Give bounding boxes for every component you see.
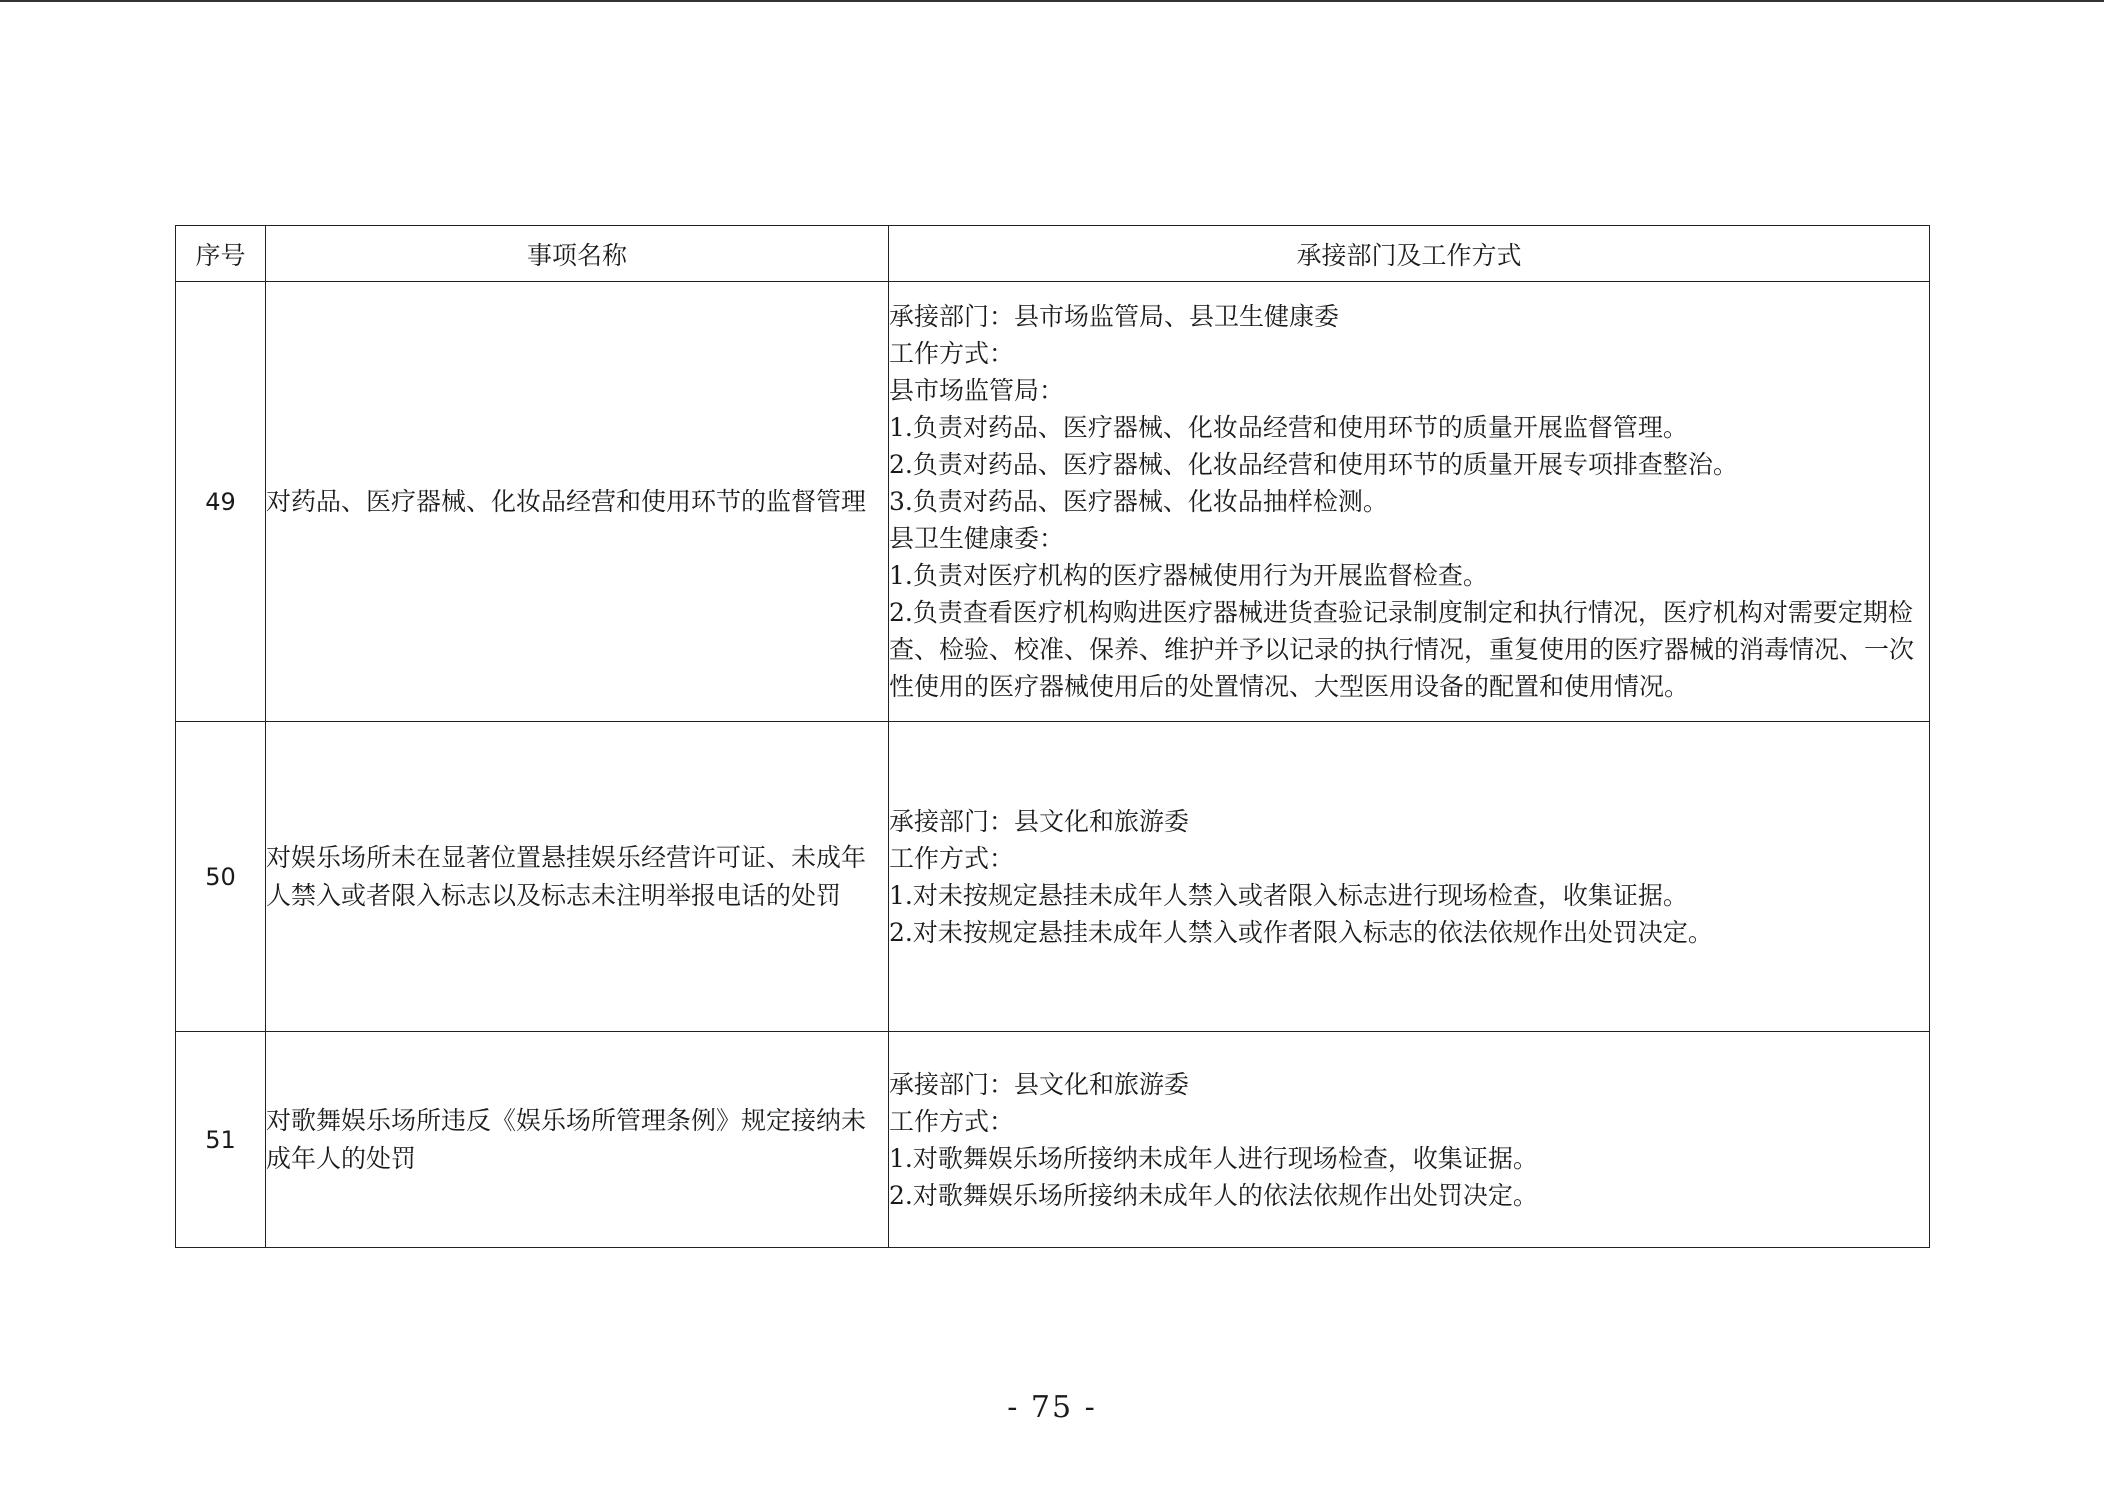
header-dept-and-method: 承接部门及工作方式 <box>889 226 1930 282</box>
row-dept-and-method <box>889 282 1930 722</box>
dept-line: 工作方式： <box>889 843 1015 873</box>
header-index: 序号 <box>176 226 266 282</box>
row-matter-name-text: 对歌舞娱乐场所违反《娱乐场所管理条例》规定接纳未成年人的处罚 <box>266 1105 867 1173</box>
dept-line: 2.负责查看医疗机构购进医疗器械进货查验记录制度制定和执行情况，医疗机构对需要定期检查、检验、校准、保养、维护并予以记录的执行情况，重复使用的医疗器械的消毒情况、一次性使用的医疗器械使用后的处置情况、大型医用设备的配置和使用情况。 <box>889 598 1915 701</box>
row-matter-name <box>266 1032 889 1248</box>
table-row <box>176 282 1930 722</box>
dept-line: 承接部门：县市场监管局、县卫生健康委 <box>889 302 1340 331</box>
table-header-row <box>176 226 1930 282</box>
dept-line: 2.负责对药品、医疗器械、化妆品经营和使用环节的质量开展专项排查整治。 <box>889 450 1738 479</box>
dept-line: 工作方式： <box>889 339 1015 368</box>
dept-line: 2.对歌舞娱乐场所接纳未成年人的依法依规作出处罚决定。 <box>889 1180 1538 1210</box>
row-dept-and-method <box>889 1032 1930 1248</box>
dept-line: 承接部门：县文化和旅游委 <box>889 806 1190 836</box>
dept-line: 1.对未按规定悬挂未成年人禁入或者限入标志进行现场检查，收集证据。 <box>889 880 1688 910</box>
dept-line: 1.负责对药品、医疗器械、化妆品经营和使用环节的质量开展监督管理。 <box>889 413 1688 442</box>
dept-line: 1.负责对医疗机构的医疗器械使用行为开展监督检查。 <box>889 561 1488 590</box>
dept-line: 1.对歌舞娱乐场所接纳未成年人进行现场检查，收集证据。 <box>889 1143 1538 1173</box>
header-matter-name: 事项名称 <box>266 226 889 282</box>
dept-line: 县市场监管局： <box>889 376 1065 405</box>
row-index: 51 <box>176 1032 266 1248</box>
dept-line: 县卫生健康委： <box>889 524 1065 553</box>
row-dept-and-method <box>889 722 1930 1032</box>
page-top-border <box>0 0 2104 2</box>
row-index: 50 <box>176 722 266 1032</box>
row-index: 49 <box>176 282 266 722</box>
row-matter-name-text: 对娱乐场所未在显著位置悬挂娱乐经营许可证、未成年人禁入或者限入标志以及标志未注明举报电话的处罚 <box>266 842 867 910</box>
row-matter-name <box>266 282 889 722</box>
dept-line: 工作方式： <box>889 1106 1015 1136</box>
table-row <box>176 722 1930 1032</box>
table-row <box>176 1032 1930 1248</box>
page-number: - 75 - <box>1007 1390 1097 1425</box>
row-matter-name <box>266 722 889 1032</box>
matters-table <box>175 225 1930 1248</box>
dept-line: 3.负责对药品、医疗器械、化妆品抽样检测。 <box>889 487 1388 516</box>
dept-line: 承接部门：县文化和旅游委 <box>889 1069 1190 1099</box>
row-matter-name-text: 对药品、医疗器械、化妆品经营和使用环节的监督管理 <box>266 486 867 516</box>
dept-line: 2.对未按规定悬挂未成年人禁入或作者限入标志的依法依规作出处罚决定。 <box>889 917 1713 947</box>
